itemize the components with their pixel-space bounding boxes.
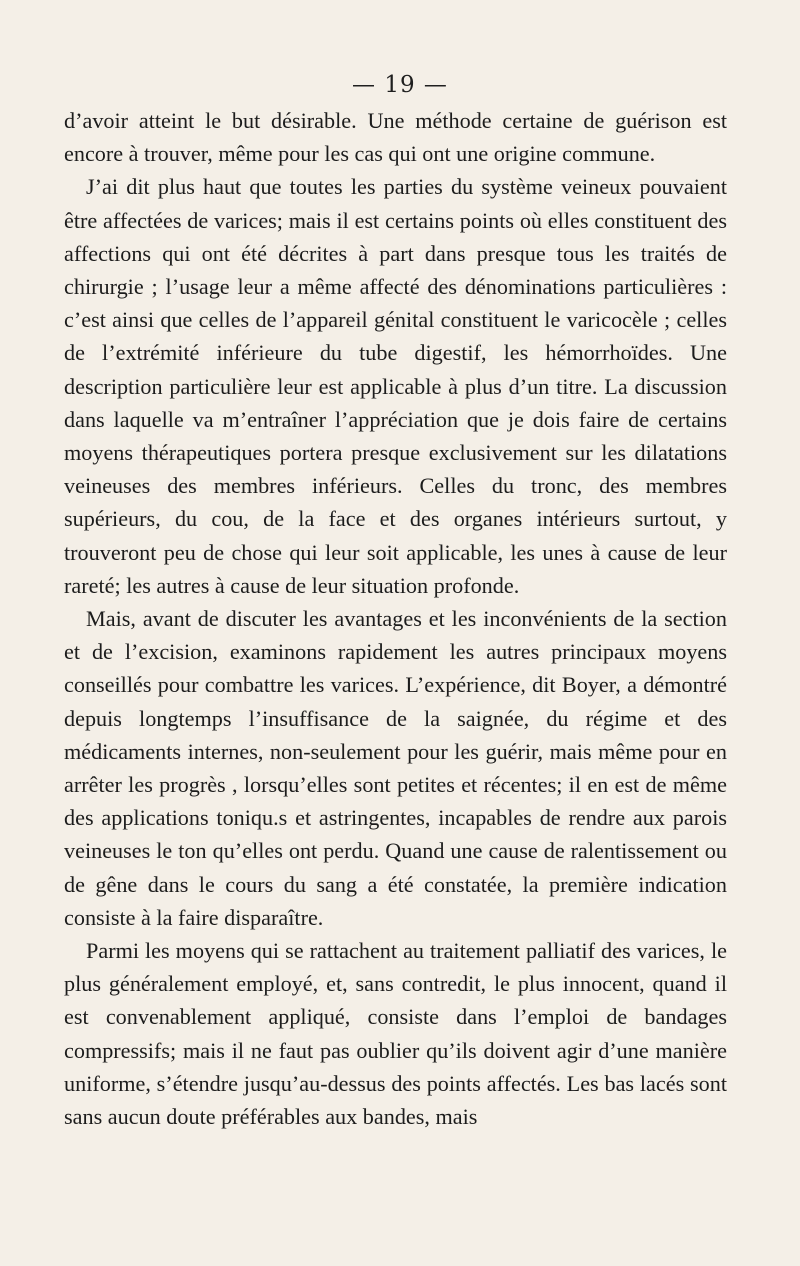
paragraph-3: Mais, avant de discuter les avantages et les inconvénients de la section et de l’excision, examinons rapidement les autres principaux moyens conseillés pour combattre les varices. L’expérience, dit Boyer, a démontré depuis longtemps l’insuffisance de la saignée, du régime et des médicaments internes, non-seulement pour les guérir, mais même pour en arrêter les progrès , lorsqu’elles sont petites et récentes; il en est de même des applications toniqu.s et astringentes, incapables de rendre aux parois veineuses le ton qu’elles ont perdu. Quand une cause de ralentissement ou de gêne dans le cours du sang a été constatée, la première indication consiste à la faire disparaître.: [64, 606, 727, 930]
page-number: — 19 —: [352, 72, 448, 98]
paragraph-2: J’ai dit plus haut que toutes les parties du système veineux pouvaient être affectées de varices; mais il est certains points où elles constituent des affections qui ont été décrites à part dans presque tous les traités de chirurgie ; l’usage leur a même affecté des dénominations particulières : c’est ainsi que celles de l’appareil génital constituent le varicocèle ; celles de l’extrémité inférieure du tube digestif, les hémorrhoïdes. Une description particulière leur est applicable à plus d’un titre. La discussion dans laquelle va m’entraîner l’appréciation que je dois faire de certains moyens thérapeutiques portera presque exclusivement sur les dilatations veineuses des membres inférieurs. Celles du tronc, des membres supérieurs, du cou, de la face et des organes intérieurs surtout, y trouveront peu de chose qui leur soit applicable, les unes à cause de leur rareté; les autres à cause de leur situation profonde.: [64, 174, 727, 598]
paragraph-1: d’avoir atteint le but désirable. Une méthode certaine de guérison est encore à trouver, même pour les cas qui ont une origine commune.: [64, 108, 727, 167]
body-text: [64, 104, 727, 1133]
paragraph-4: Parmi les moyens qui se rattachent au traitement palliatif des varices, le plus généralement employé, et, sans contredit, le plus innocent, quand il est convenablement appliqué, consiste dans l’emploi de bandages compressifs; mais il ne faut pas oublier qu’ils doivent agir d’une manière uniforme, s’étendre jusqu’au-dessus des points affectés. Les bas lacés sont sans aucun doute préférables aux bandes, mais: [64, 938, 727, 1130]
